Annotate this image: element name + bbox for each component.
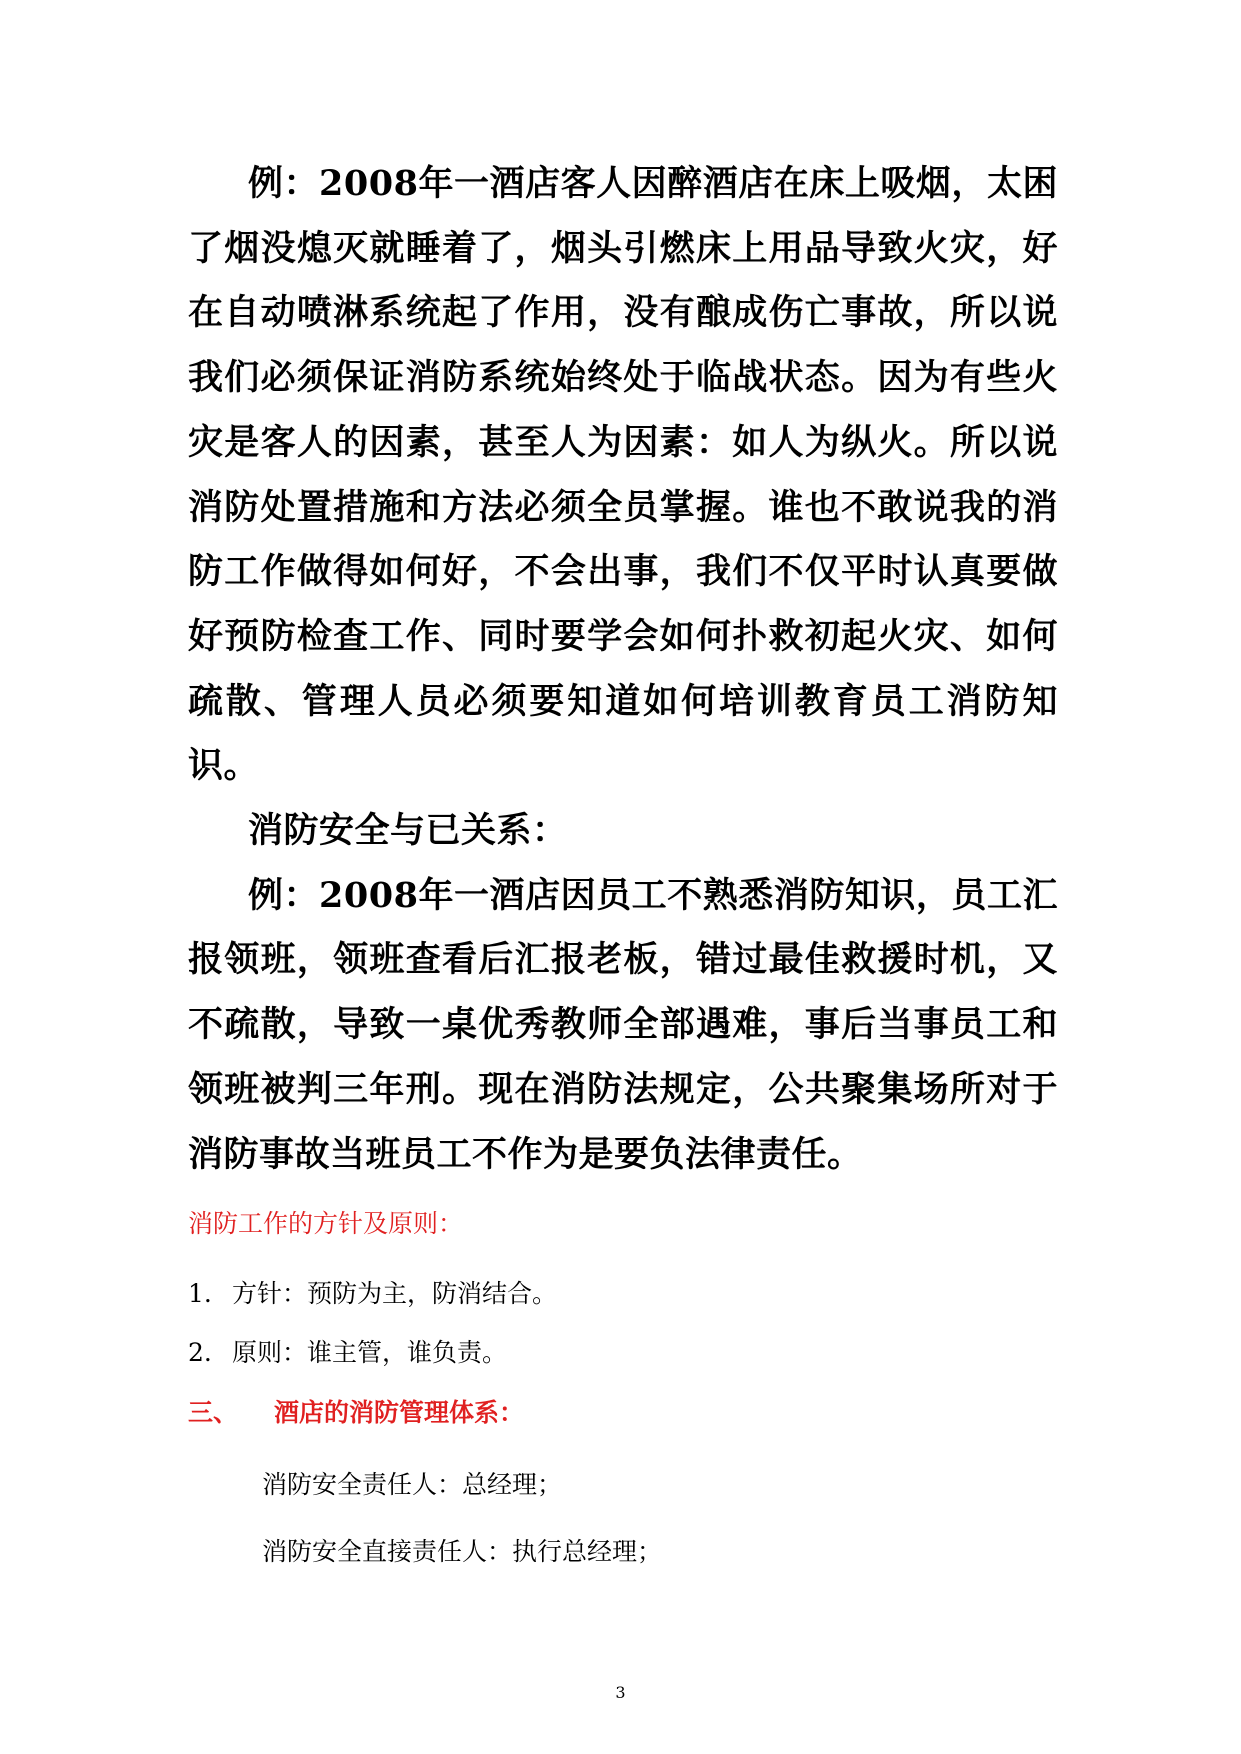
policy-item-text: 原则：谁主管，谁负责。 — [232, 1338, 508, 1367]
role-line: 消防安全直接责任人：执行总经理； — [262, 1537, 663, 1566]
paragraph-safety-relation: 消防安全与已关系： — [248, 810, 568, 852]
page-number: 3 — [615, 1683, 626, 1702]
body-text — [188, 152, 1058, 1187]
policy-item-text: 方针：预防为主，防消结合。 — [232, 1279, 558, 1308]
role-line: 消防安全责任人：总经理； — [262, 1470, 563, 1499]
policy-heading: 消防工作的方针及原则： — [188, 1209, 464, 1238]
section-title: 酒店的消防管理体系： — [274, 1398, 525, 1427]
policy-item-number: 2. — [188, 1338, 212, 1367]
policy-item — [188, 1333, 507, 1369]
paragraph-hotel-staff-fire: 例：2008年一酒店因员工不熟悉消防知识，员工汇报领班，领班查看后汇报老板，错过最佳救援时机，又不疏散，导致一桌优秀教师全部遇难，事后当事员工和领班被判三年刑。现在消防法规定，公共聚集场所对于消防事故当班员工不作为是要负法律责任。 — [188, 874, 1058, 1175]
section-number: 三、 — [188, 1398, 239, 1427]
section-three-heading — [188, 1393, 524, 1429]
policy-item — [188, 1274, 557, 1310]
policy-item-number: 1. — [188, 1279, 212, 1308]
paragraph-hotel-smoking-fire: 例：2008年一酒店客人因醉酒店在床上吸烟，太困了烟没熄灭就睡着了，烟头引燃床上用品导致火灾，好在自动喷淋系统起了作用，没有酿成伤亡事故，所以说我们必须保证消防系统始终处于临战状态。因为有些火灾是客人的因素，甚至人为因素：如人为纵火。所以说消防处置措施和方法必须全员掌握。谁也不敢说我的消防工作做得如何好，不会出事，我们不仅平时认真要做好预防检查工作、同时要学会如何扑救初起火灾、如何疏散、管理人员必须要知道如何培训教育员工消防知识。 — [188, 163, 1058, 787]
